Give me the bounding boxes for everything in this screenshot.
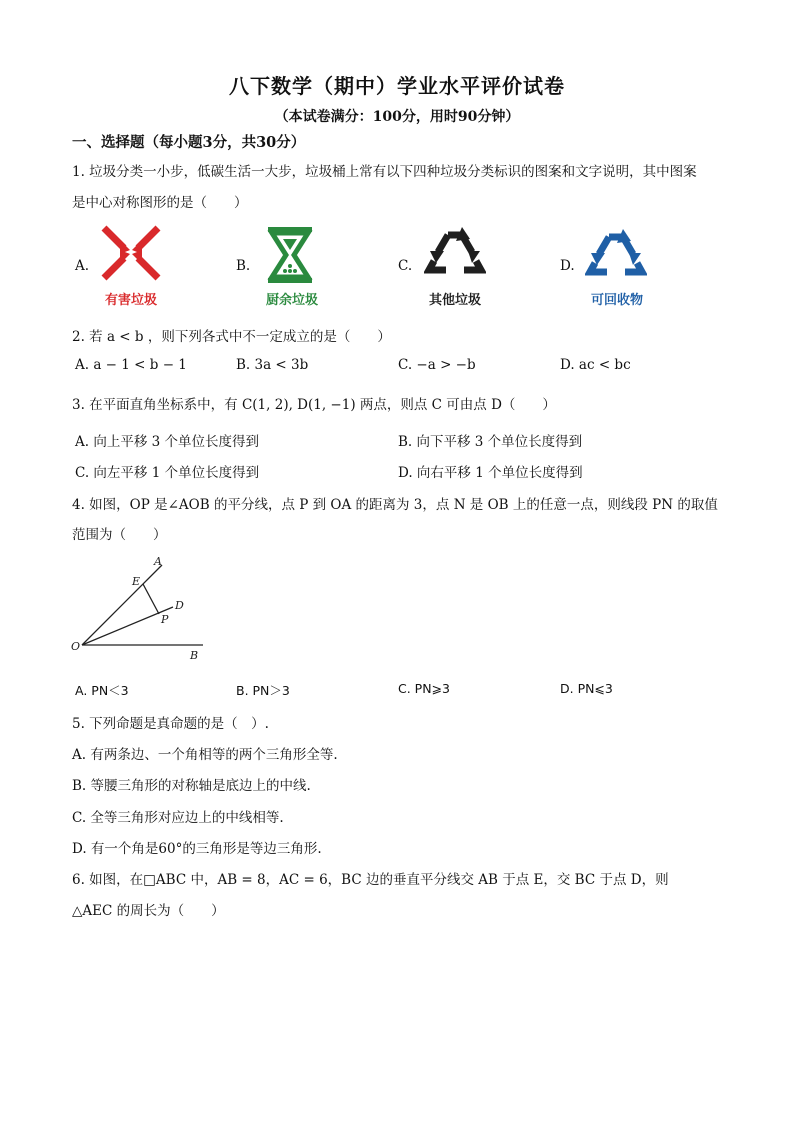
other-waste-icon xyxy=(424,225,486,283)
q5-option-b: B. 等腰三角形的对称轴是底边上的中线. xyxy=(72,778,311,794)
q5-option-d: D. 有一个角是60°的三角形是等边三角形. xyxy=(72,841,322,857)
question-6-line-1: 6. 如图，在□ABC 中，AB = 8，AC = 6，BC 边的垂直平分线交 AB 于点 E，交 BC 于点 D，则 xyxy=(72,872,669,888)
ray-oa xyxy=(82,565,162,645)
ray-od xyxy=(82,607,173,645)
question-2-stem: 2. 若 a < b ，则下列各式中不一定成立的是（ ） xyxy=(72,329,391,345)
label-e: E xyxy=(132,575,141,588)
q2-option-c: C. −a > −b xyxy=(398,357,476,373)
question-5-stem: 5. 下列命题是真命题的是（ ）. xyxy=(72,716,269,732)
angle-bisector-figure xyxy=(70,553,215,665)
q5-option-c: C. 全等三角形对应边上的中线相等. xyxy=(72,810,284,826)
label-o: O xyxy=(71,640,81,653)
question-3-stem: 3. 在平面直角坐标系中，有 C(1, 2), D(1, −1) 两点，则点 C 可由点 D（ ） xyxy=(72,397,556,413)
q1-option-d-letter: D. xyxy=(560,258,575,274)
label-a: A xyxy=(154,555,162,568)
question-6-line-2: △AEC 的周长为（ ） xyxy=(72,903,225,919)
label-b: B xyxy=(190,649,199,662)
question-1-line-2: 是中心对称图形的是（ ） xyxy=(72,195,248,211)
q3-option-a: A. 向上平移 3 个单位长度得到 xyxy=(75,434,260,450)
kitchen-waste-icon xyxy=(262,225,322,285)
q4-option-b: B. PN＞3 xyxy=(236,683,290,698)
question-4-line-1: 4. 如图，OP 是∠AOB 的平分线，点 P 到 OA 的距离为 3，点 N 是 OB 上的任意一点，则线段 PN 的取值 xyxy=(72,497,718,513)
harmful-waste-icon xyxy=(96,222,166,282)
q1-option-b-letter: B. xyxy=(236,258,251,274)
q2-option-b: B. 3a < 3b xyxy=(236,357,309,373)
section-heading: 一、选择题（每小题3分，共30分） xyxy=(72,134,306,151)
q1-option-b-label: 厨余垃圾 xyxy=(265,293,318,308)
q1-option-c-letter: C. xyxy=(398,258,413,274)
q1-option-a-letter: A. xyxy=(75,258,90,274)
segment-ep xyxy=(143,584,159,614)
q5-option-a: A. 有两条边、一个角相等的两个三角形全等. xyxy=(72,747,338,763)
q3-option-b: B. 向下平移 3 个单位长度得到 xyxy=(398,434,583,450)
question-1-line-1: 1. 垃圾分类一小步，低碳生活一大步，垃圾桶上常有以下四种垃圾分类标识的图案和文字说明，其中图案 xyxy=(72,164,697,180)
page-title: 八下数学（期中）学业水平评价试卷 xyxy=(229,74,565,98)
q3-option-c: C. 向左平移 1 个单位长度得到 xyxy=(75,465,260,481)
q4-option-c: C. PN⩾3 xyxy=(398,681,450,696)
q1-option-c-label: 其他垃圾 xyxy=(428,293,481,308)
q4-option-d: D. PN⩽3 xyxy=(560,681,613,696)
q3-option-d: D. 向右平移 1 个单位长度得到 xyxy=(398,465,583,481)
q1-option-d-label: 可回收物 xyxy=(590,293,643,308)
label-p: P xyxy=(161,613,169,626)
q2-option-d: D. ac < bc xyxy=(560,357,631,373)
recyclable-icon xyxy=(585,227,647,285)
q2-option-a: A. a − 1 < b − 1 xyxy=(75,357,187,373)
page-subtitle: （本试卷满分：100分，用时90分钟） xyxy=(274,109,520,125)
q4-option-a: A. PN＜3 xyxy=(75,683,129,698)
question-4-line-2: 范围为（ ） xyxy=(72,527,167,543)
label-d: D xyxy=(175,599,184,612)
q1-option-a-label: 有害垃圾 xyxy=(104,293,157,308)
